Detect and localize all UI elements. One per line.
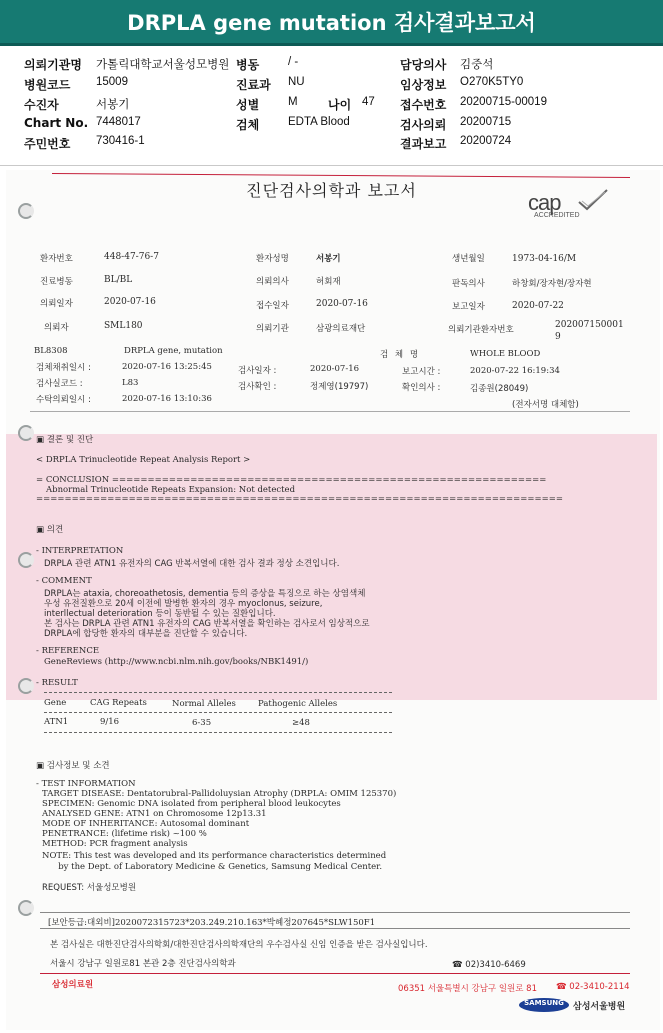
value-requesting-org: 삼광의료재단: [316, 324, 366, 334]
table-header-gene: Gene: [44, 698, 67, 708]
comment-line: DRPLA는 ataxia, choreoathetosis, dementia 등의 증상을 특징으로 하는 상염색체: [44, 589, 366, 599]
samsung-logo-text: SAMSUNG: [524, 999, 564, 1007]
label-specimen: 검체: [236, 118, 260, 132]
header-separator: [0, 165, 663, 166]
value-referring-doctor: 허회재: [316, 277, 341, 287]
label-ward: 병동: [236, 58, 260, 72]
label-chart-no: Chart No.: [24, 116, 89, 130]
label-sex: 성별: [236, 98, 260, 112]
label-ward-code: 진료병동: [40, 277, 73, 287]
testinfo-line: METHOD: PCR fragment analysis: [42, 839, 188, 849]
value-test-date: 2020-07-16: [310, 364, 360, 374]
footer-phone: ☎ 02-3410-2114: [556, 982, 630, 992]
testinfo-line: ANALYSED GENE: ATN1 on Chromosome 12p13.31: [42, 809, 267, 819]
conclusion-rule: ==========================================================================: [36, 494, 564, 504]
table-cell-cag: 9/16: [100, 717, 120, 727]
binder-hole-icon: [18, 900, 34, 916]
divider: [30, 411, 630, 412]
label-department: 진료과: [236, 78, 271, 92]
cap-logo-text: cap: [528, 190, 561, 215]
footer-brand-left: 삼성의료원: [52, 980, 94, 990]
label-report-date: 보고일자: [452, 302, 485, 312]
binder-hole-icon: [18, 203, 34, 219]
value-patient-number: 448-47-76-7: [104, 252, 159, 262]
label-request-date: 검사의뢰: [400, 118, 447, 132]
label-confirm-doctor: 확인의사 :: [402, 383, 441, 393]
testinfo-line: TARGET DISEASE: Dentatorubral-Pallidoluysian Atrophy (DRPLA: OMIM 125370): [42, 789, 397, 799]
value-ward-code: BL/BL: [104, 275, 133, 285]
label-hospital-code: 병원코드: [24, 78, 71, 92]
result-heading: - RESULT: [36, 678, 78, 688]
request-text: REQUEST: 서울성모병원: [42, 883, 137, 893]
testinfo-line: SPECIMEN: Genomic DNA isolated from peripheral blood leukocytes: [42, 799, 341, 809]
label-lab-code: 검사실코드 :: [36, 379, 83, 389]
value-department: NU: [288, 76, 305, 88]
value-ward: / -: [288, 56, 299, 68]
signature-note: (전자서명 대체함): [512, 400, 579, 410]
lab-address: 서울시 강남구 일원로81 본관 2층 진단검사의학과: [50, 959, 236, 969]
cap-accredited-label: ACCREDITED: [534, 212, 580, 219]
label-patient-name: 환자성명: [256, 254, 289, 264]
label-patient-number: 환자번호: [40, 254, 73, 264]
label-test-confirm: 검사확인 :: [238, 382, 277, 392]
value-accession-no: 20200715-00019: [460, 96, 547, 108]
binder-hole-icon: [18, 552, 34, 568]
hospital-name: 삼성서울병원: [573, 1002, 626, 1012]
value-resident-no: 730416-1: [96, 135, 145, 147]
label-birthdate: 생년월일: [452, 254, 485, 264]
label-report-time: 보고시간 :: [402, 367, 441, 377]
divider: [40, 912, 630, 913]
table-cell-pathogenic: ≥48: [292, 718, 310, 728]
samsung-logo-icon: [519, 998, 569, 1012]
label-resident-no: 주민번호: [24, 137, 71, 151]
security-line: [보안등급:대외비]2020072315723*203.249.210.163*박혜정207645*SLW150F1: [48, 918, 376, 928]
value-report-date: 2020-07-22: [512, 301, 564, 311]
value-report-time: 2020-07-22 16:19:34: [470, 366, 560, 376]
comment-line: 본 검사는 DRPLA 관련 ATN1 유전자의 CAG 반복서열을 확인하는 검사로서 임상적으로: [44, 619, 370, 629]
comment-line: 우성 유전질환으로 20세 이전에 발병한 환자의 경우 myoclonus, seizure,: [44, 599, 323, 609]
label-referring-doctor: 의뢰의사: [256, 277, 289, 287]
table-cell-normal: 6-35: [192, 718, 212, 728]
value-specimen-name: WHOLE BLOOD: [470, 349, 541, 359]
label-requesting-institution: 의뢰기관명: [24, 58, 82, 72]
label-request-date-2: 의뢰일자: [40, 299, 73, 309]
checkmark-icon: [576, 188, 610, 212]
reference-text: GeneReviews (http://www.ncbi.nlm.nih.gov/books/NBK1491/): [44, 657, 309, 667]
cap-accredited-logo: [528, 190, 618, 222]
testinfo-line: MODE OF INHERITANCE: Autosomal dominant: [42, 819, 250, 829]
table-rule-mid: [44, 712, 392, 713]
value-reading-doctor: 하창회/장자현/장자현: [512, 279, 592, 289]
binder-hole-icon: [18, 678, 34, 694]
title-bar: [0, 0, 663, 46]
label-reading-doctor: 판독의사: [452, 279, 485, 289]
value-confirm-doctor: 김종원(28049): [470, 384, 529, 394]
table-cell-gene: ATN1: [44, 717, 69, 727]
value-collection-time: 2020-07-16 13:25:45: [122, 362, 212, 372]
value-receipt-date: 2020-07-16: [316, 299, 368, 309]
section-conclusion-heading: ▣ 결론 및 진단: [36, 435, 94, 445]
value-patient-name: 서봉기: [316, 254, 341, 264]
comment-line: interllectual deterioration 등이 동반될 수 있는 질환입니다.: [44, 609, 276, 619]
value-hospital-code: 15009: [96, 76, 128, 88]
testinfo-line: NOTE: This test was developed and its performance characteristics determined: [42, 851, 387, 861]
value-test-confirm: 정제영(19797): [310, 382, 369, 392]
table-header-cag: CAG Repeats: [90, 698, 147, 708]
footer-rule: [40, 973, 630, 974]
testinfo-line: PENETRANCE: (lifetime risk) ~100 %: [42, 829, 207, 839]
label-requester: 의뢰자: [44, 323, 69, 333]
label-clinical-info: 임상정보: [400, 78, 447, 92]
test-code: BL8308: [34, 346, 68, 356]
interpretation-text: DRPLA 관련 ATN1 유전자의 CAG 반복서열에 대한 검사 결과 정상 소견입니다.: [44, 559, 340, 569]
label-org-patient-no: 의뢰기관환자번호: [448, 325, 514, 335]
label-patient: 수진자: [24, 98, 59, 112]
reference-heading: - REFERENCE: [36, 646, 100, 656]
value-lab-code: L83: [122, 378, 139, 388]
testinfo-heading: - TEST INFORMATION: [36, 779, 136, 789]
value-birthdate: 1973-04-16/M: [512, 254, 577, 264]
table-rule-top: [44, 692, 392, 693]
section-testinfo-heading: ▣ 검사정보 및 소견: [36, 761, 110, 771]
label-requesting-org: 의뢰기관: [256, 324, 289, 334]
label-age: 나이: [328, 98, 352, 112]
conclusion-heading: = CONCLUSION =============================================================: [36, 475, 547, 485]
value-age: 47: [362, 96, 375, 108]
divider: [40, 928, 630, 929]
document-title: DRPLA gene mutation 검사결과보고서: [127, 11, 536, 35]
certification-text: 본 검사실은 대한진단검사의학회/대한진단검사의학재단의 우수검사실 신임 인증을 받은 검사실입니다.: [50, 940, 428, 950]
value-clinical-info: O270K5TY0: [460, 76, 524, 88]
value-requester: SML180: [104, 321, 143, 331]
label-specimen-name: 검 체 명: [380, 350, 421, 360]
test-name: DRPLA gene, mutation: [124, 346, 223, 356]
report-title: 진단검사의학과 보고서: [246, 181, 417, 200]
label-test-date: 검사일자 :: [238, 366, 277, 376]
value-physician: 김중석: [460, 59, 494, 71]
value-org-patient-no-suffix: 9: [555, 332, 561, 342]
value-request-date: 20200715: [460, 116, 512, 128]
label-outsourced-time: 수탁의뢰일시 :: [36, 395, 91, 405]
value-specimen: EDTA Blood: [288, 116, 350, 128]
section-opinion-heading: ▣ 의견: [36, 525, 64, 535]
table-header-normal: Normal Alleles: [172, 699, 236, 709]
comment-line: DRPLA에 합당한 환자의 대부분을 진단할 수 있습니다.: [44, 629, 248, 639]
table-rule-bottom: [44, 732, 392, 733]
testinfo-line: by the Dept. of Laboratory Medicine & Genetics, Samsung Medical Center.: [42, 862, 383, 872]
binder-hole-icon: [18, 425, 34, 441]
label-receipt-date: 접수일자: [256, 301, 289, 311]
value-request-date-2: 2020-07-16: [104, 297, 156, 307]
table-header-pathogenic: Pathogenic Alleles: [258, 699, 338, 709]
value-sex: M: [288, 96, 298, 108]
label-result-report: 결과보고: [400, 137, 447, 151]
comment-heading: - COMMENT: [36, 576, 92, 586]
label-collection-time: 검체채취일시 :: [36, 363, 91, 373]
conclusion-text: Abnormal Trinucleotide Repeats Expansion: Not detected: [46, 485, 296, 495]
value-result-report: 20200724: [460, 135, 512, 147]
interpretation-heading: - INTERPRETATION: [36, 546, 124, 556]
value-outsourced-time: 2020-07-16 13:10:36: [122, 394, 212, 404]
value-patient: 서봉기: [96, 99, 130, 111]
value-chart-no: 7448017: [96, 116, 141, 128]
label-physician: 담당의사: [400, 58, 447, 72]
footer-address: 06351 서울특별시 강남구 일원로 81: [398, 984, 537, 994]
lab-phone: ☎ 02)3410-6469: [452, 960, 526, 970]
value-requesting-institution: 가톨릭대학교서울성모병원: [96, 59, 230, 71]
analysis-report-title: < DRPLA Trinucleotide Repeat Analysis Report >: [36, 455, 251, 465]
value-org-patient-no: 202007150001: [555, 320, 624, 330]
label-accession-no: 접수번호: [400, 98, 447, 112]
